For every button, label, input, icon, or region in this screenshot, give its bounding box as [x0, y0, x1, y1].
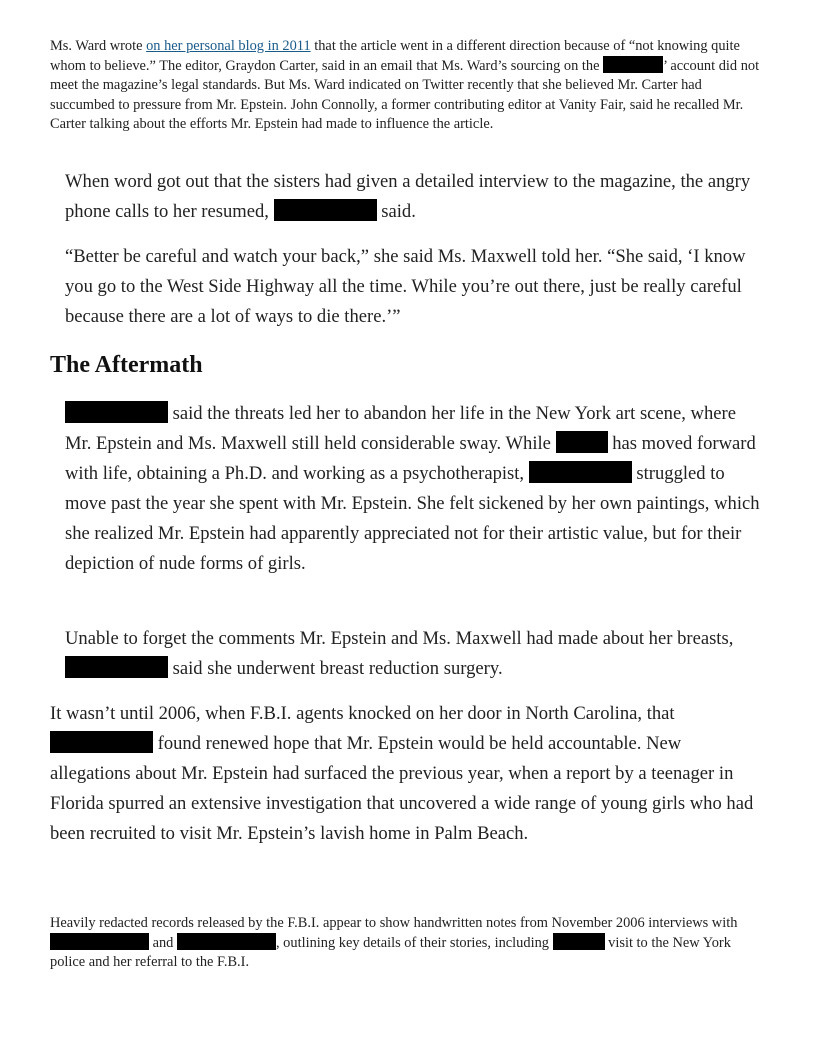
text-segment: Unable to forget the comments Mr. Epstein and Ms. Maxwell had made about her breasts, — [65, 628, 734, 649]
redaction-block — [556, 431, 608, 453]
redaction-block — [274, 199, 377, 221]
text-segment: and — [149, 935, 177, 952]
text-segment: When word got out that the sisters had given a detailed interview to the magazine, the angry phone calls to her resumed, — [65, 171, 751, 222]
paragraph-blog-context — [50, 37, 766, 134]
redaction-block — [50, 731, 153, 753]
paragraph-surgery — [65, 624, 765, 684]
redaction-block — [50, 933, 149, 950]
paragraph-aftermath — [65, 399, 765, 579]
text-segment: visit to the New York police and her referral to the F.B.I. — [50, 935, 731, 971]
redaction-block — [603, 56, 663, 73]
text-segment: struggled to move past the year she spent with Mr. Epstein. She felt sickened by her own paintings, which she realized Mr. Epstein had apparently appreciated not for their artistic value, but for their depiction of nude forms of girls. — [65, 463, 760, 574]
text-segment: It wasn’t until 2006, when F.B.I. agents knocked on her door in North Carolina, that — [50, 703, 675, 724]
redaction-block — [177, 933, 276, 950]
text-segment: said. — [376, 201, 416, 222]
paragraph-maxwell-quote: “Better be careful and watch your back,” she said Ms. Maxwell told her. “She said, ‘I know you go to the West Side Highway all the time. While you’re out there, just be really careful because there are a lot of ways to die there.’” — [65, 246, 746, 327]
text-segment: found renewed hope that Mr. Epstein would be held accountable. New allegations about Mr. Epstein had surfaced the previous year, when a report by a teenager in Florida spurred an extensive investigation that uncovered a wide range of young girls who had been recruited to visit Mr. Epstein’s lavish home in Palm Beach. — [50, 733, 754, 844]
redaction-block — [529, 461, 632, 483]
text-segment: Ms. Ward wrote — [50, 38, 147, 54]
redaction-block — [553, 933, 605, 950]
text-segment: ’ account did not meet the magazine’s legal standards. But Ms. Ward indicated on Twitter recently that she believed Mr. Carter had succumbed to pressure from Mr. Epstein. John Connolly, a former contributing editor at Vanity Fair, said he recalled Mr. Carter talking about the efforts Mr. Epstein had made to influence the article. — [50, 58, 760, 132]
redaction-block — [65, 656, 168, 678]
text-segment: said she underwent breast reduction surgery. — [168, 658, 503, 679]
text-segment: has moved forward with life, obtaining a Ph.D. and working as a psychotherapist, — [65, 433, 756, 484]
text-segment: said the threats led her to abandon her life in the New York art scene, where Mr. Epstein and Ms. Maxwell still held considerable sway. While — [65, 403, 736, 454]
blog-link[interactable]: on her personal blog in 2011 — [146, 38, 311, 54]
text-segment: , outlining key details of their stories, including — [275, 935, 553, 952]
redaction-block — [65, 401, 168, 423]
paragraph-fbi-records — [50, 914, 766, 973]
paragraph-phone-calls — [65, 167, 765, 227]
text-segment: Heavily redacted records released by the F.B.I. appear to show handwritten notes from November 2006 interviews with — [50, 915, 738, 931]
text-segment: that the article went in a different direction because of “not knowing quite whom to believe.” The editor, Graydon Carter, said in an email that Ms. Ward’s sourcing on the — [50, 38, 740, 75]
section-heading: The Aftermath — [50, 352, 203, 378]
paragraph-fbi-2006 — [50, 699, 766, 849]
